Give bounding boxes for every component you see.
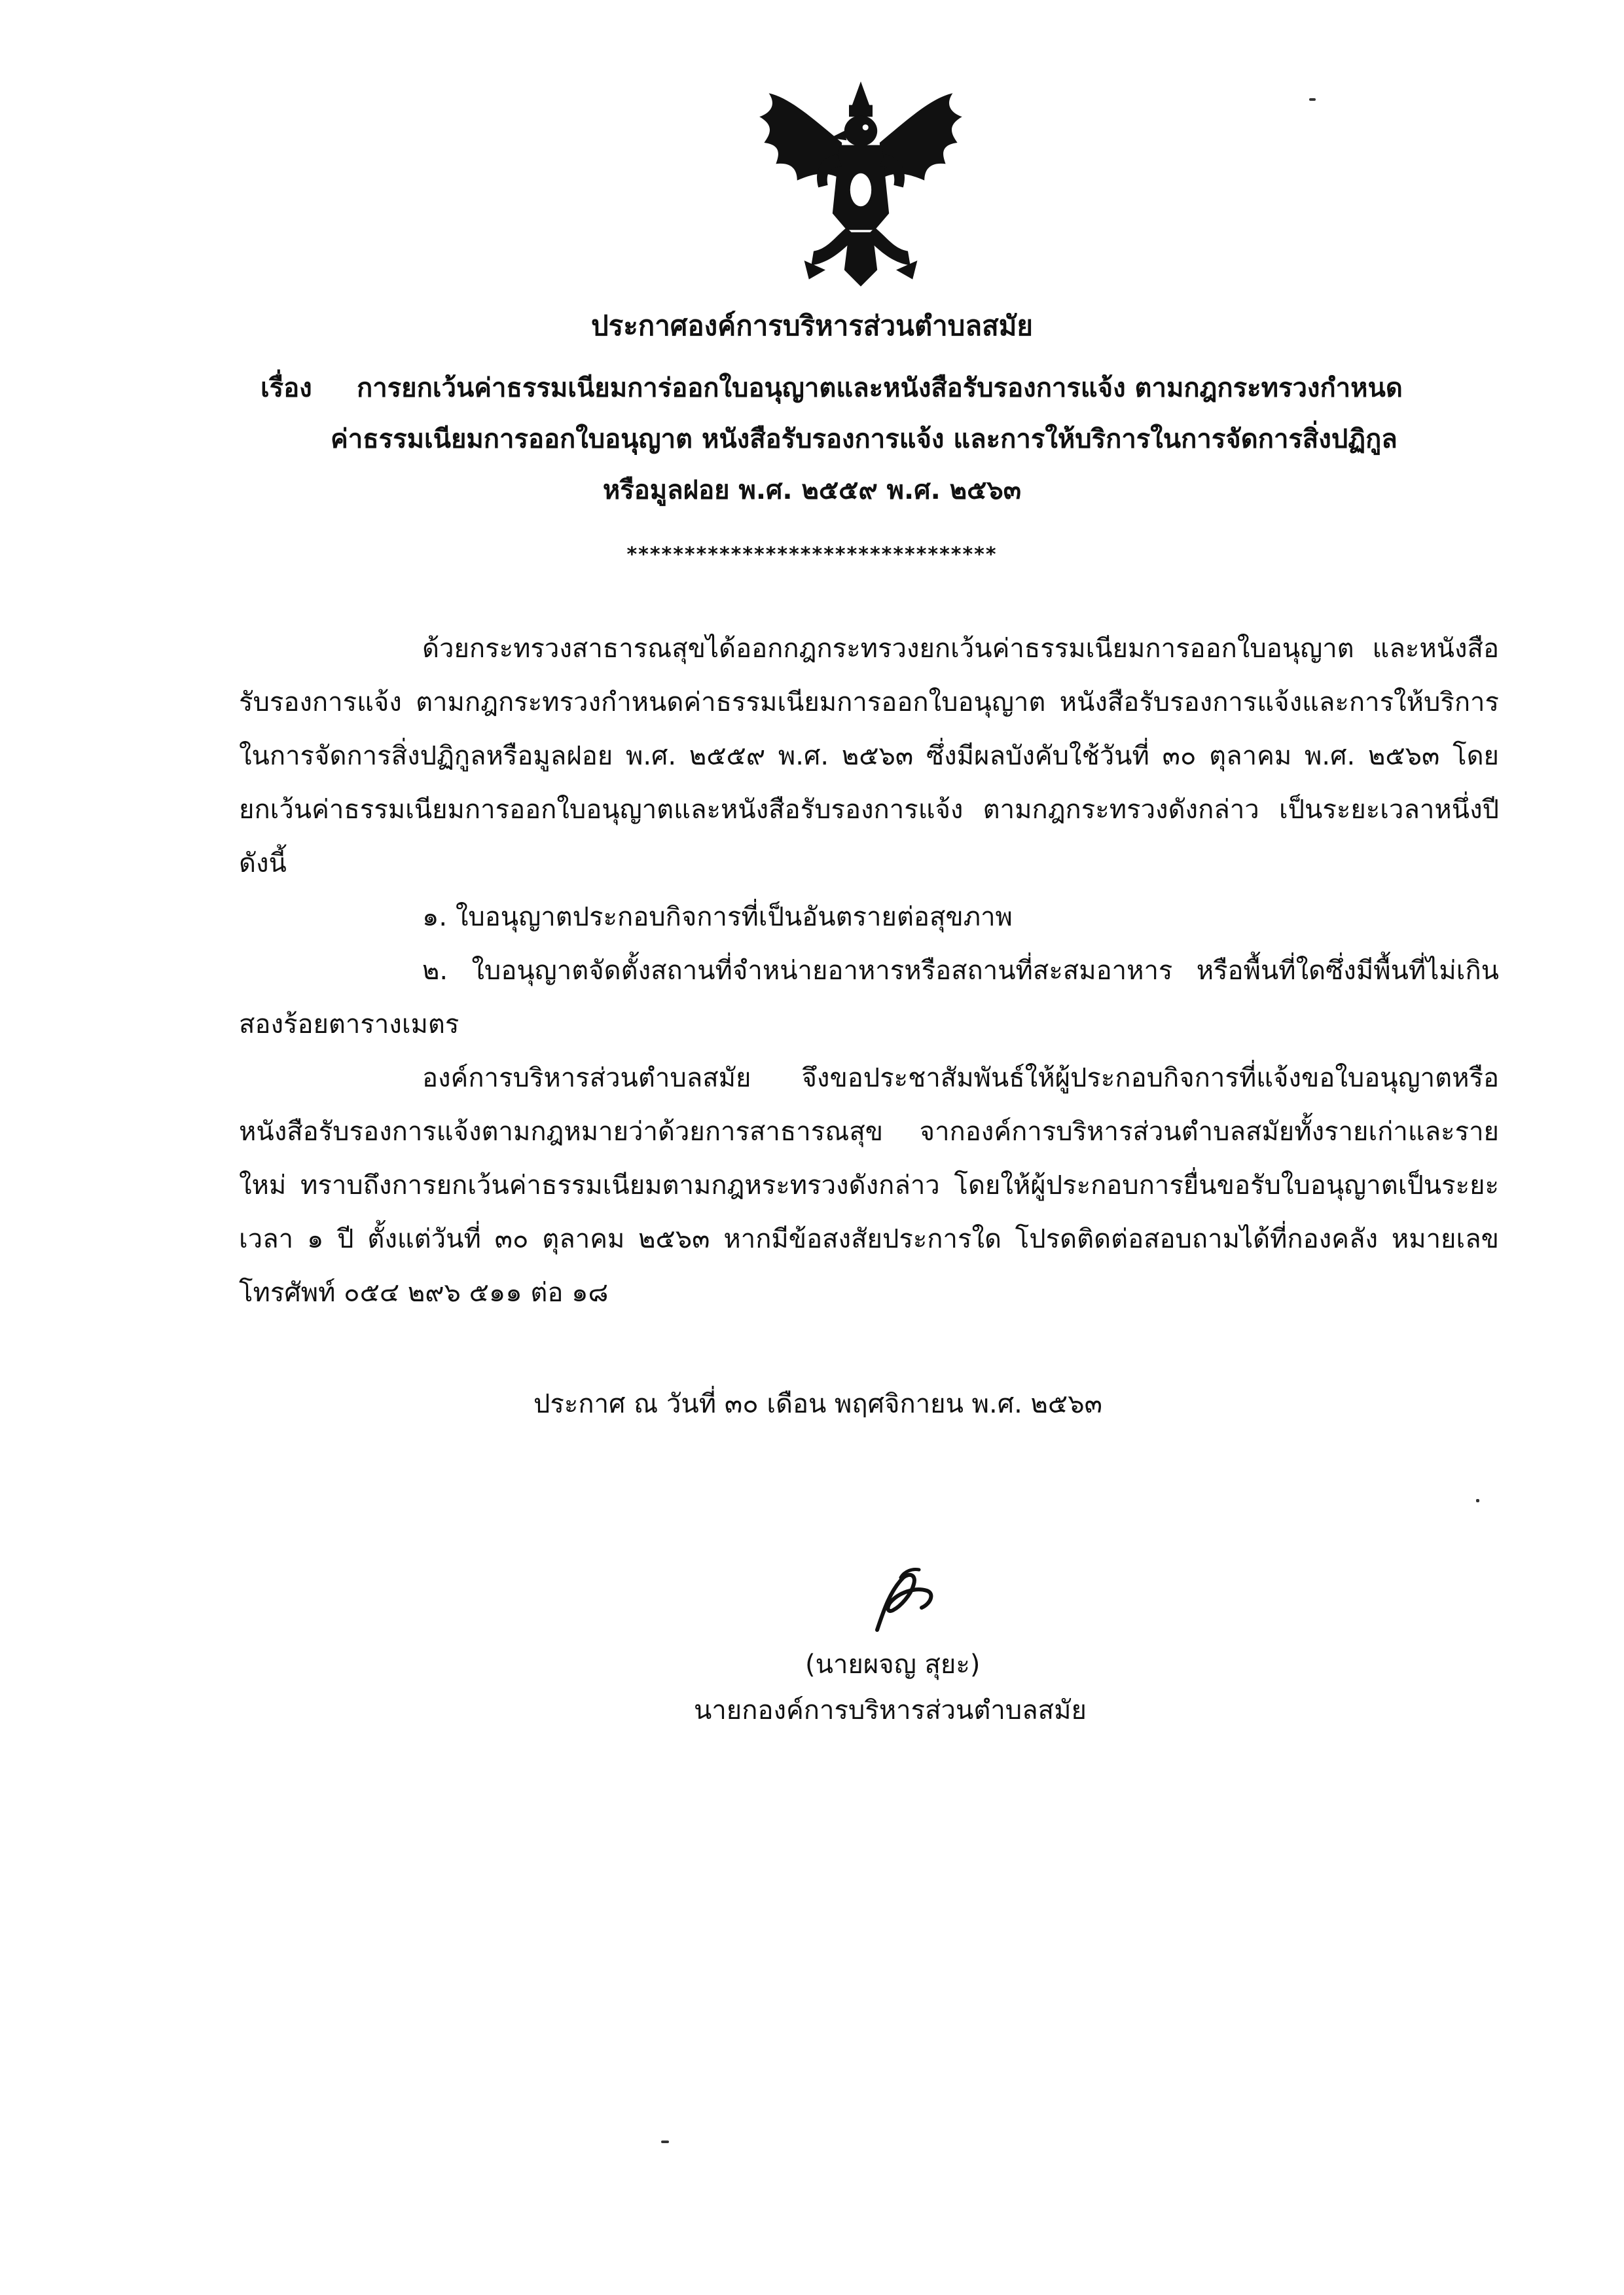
document-title: ประกาศองค์การบริหารส่วนตำบลสมัย [590,310,1033,342]
signature-icon [864,1564,943,1636]
announce-date: ประกาศ ณ วันที่ ๓๐ เดือน พฤศจิกายน พ.ศ. ๒๕๖๓ [533,1389,1102,1419]
separator: ******************************** [626,543,998,566]
paragraph-intro: ด้วยกระทรวงสาธารณสุขได้ออกกฎกระทรวงยกเว้นค่าธรรมเนียมการออกใบอนุญาต และหนังสือรับรองการแจ้ง ตามกฎกระทรวงกำหนดค่าธรรมเนียมการออกใบอนุญาต หนังสือรับรองการแจ้งและการให้บริการในการจัดการสิ่งปฏิกูลหรือมูลฝอย พ.ศ. ๒๕๕๙ พ.ศ. ๒๕๖๓ ซึ่งมีผลบังคับใช้วันที่ ๓๐ ตุลาคม พ.ศ. ๒๕๖๓ โดยยกเว้นค่าธรรมเนียมการออกใบอนุญาตและหนังสือรับรองการแจ้ง ตามกฎกระทรวงดังกล่าว เป็นระยะเวลาหนึ่งปี ดังนี้ [239,634,1499,878]
list-item-1: ๑. ใบอนุญาตประกอบกิจการที่เป็นอันตรายต่อสุขภาพ [422,902,1013,932]
list-item-2: ๒. ใบอนุญาตจัดตั้งสถานที่จำหน่ายอาหารหรือสถานที่สะสมอาหาร หรือพื้นที่ใดซึ่งมีพื้นที่ไม่เกินสองร้อยตารางเมตร [239,956,1499,1039]
scan-speck [1476,1499,1479,1502]
signer-name: (นายผจญ สุยะ) [805,1650,981,1680]
subject-line-3: หรือมูลฝอย พ.ศ. ๒๕๕๙ พ.ศ. ๒๕๖๓ [602,475,1022,505]
subject-label: เรื่อง [261,373,312,403]
subject-line-2: ค่าธรรมเนียมการออกใบอนุญาต หนังสือรับรองการแจ้ง และการให้บริการในการจัดการสิ่งปฏิกูล [331,424,1398,454]
paragraph-announcement: องค์การบริหารส่วนตำบลสมัย จึงขอประชาสัมพันธ์ให้ผู้ประกอบกิจการที่แจ้งขอใบอนุญาตหรือหนังสือรับรองการแจ้งตามกฎหมายว่าด้วยการสาธารณสุข จากองค์การบริหารส่วนตำบลสมัยทั้งรายเก่าและรายใหม่ ทราบถึงการยกเว้นค่าธรรมเนียมตามกฎหระทรวงดังกล่าว โดยให้ผู้ประกอบการยื่นขอรับใบอนุญาตเป็นระยะเวลา ๑ ปี ตั้งแต่วันที่ ๓๐ ตุลาคม ๒๕๖๓ หากมีข้อสงสัยประการใด โปรดติดต่อสอบถามได้ที่กองคลัง หมายเลขโทรศัพท์ ๐๕๔ ๒๙๖ ๕๑๑ ต่อ ๑๘ [239,1063,1499,1308]
document-body [239,622,1499,1320]
subject-line-1: การยกเว้นค่าธรรมเนียมการ่ออกใบอนุญาตและหนังสือรับรองการแจ้ง ตามกฎกระทรวงกำหนด [357,373,1403,403]
signer-title: นายกองค์การบริหารส่วนตำบลสมัย [694,1695,1087,1726]
scan-speck [661,2141,669,2143]
garuda-emblem-icon [743,72,979,308]
scan-speck [1309,98,1316,101]
